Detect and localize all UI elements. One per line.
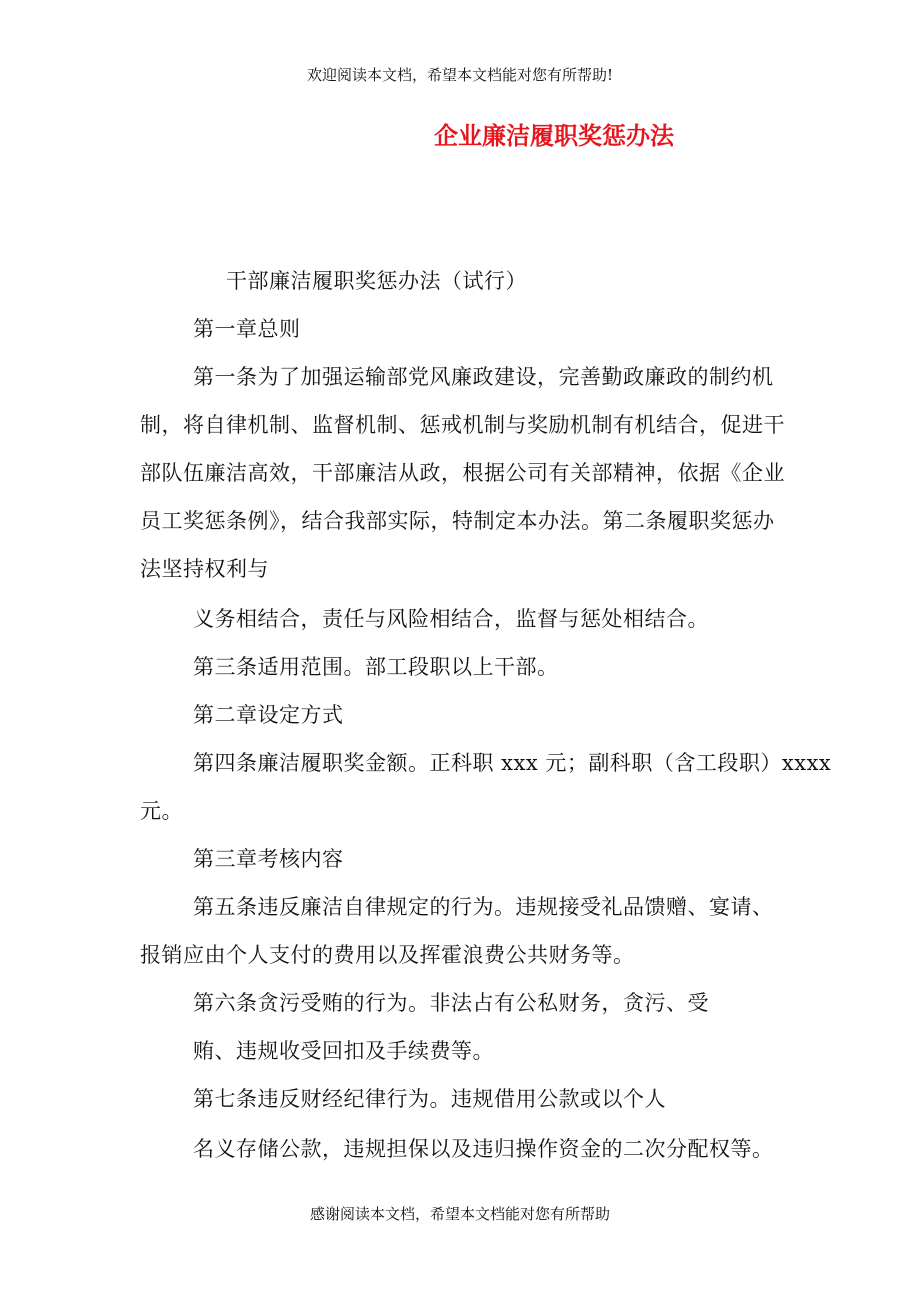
paragraph-line: 法坚持权利与 [140, 557, 269, 581]
paragraph-line: 部队伍廉洁高效，干部廉洁从政，根据公司有关部精神，依据《企业 [140, 461, 785, 485]
paragraph-line: 贿、违规收受回扣及手续费等。 [193, 1039, 494, 1063]
paragraph-line: 第四条廉洁履职奖金额。正科职 xxx 元；副科职（含工段职）xxxx [193, 751, 832, 775]
paragraph-line: 第七条违反财经纪律行为。违规借用公款或以个人 [193, 1087, 666, 1111]
chapter-heading: 第一章总则 [193, 317, 301, 341]
paragraph-line: 元。 [140, 799, 183, 823]
paragraph-line: 义务相结合，责任与风险相结合，监督与惩处相结合。 [193, 607, 709, 631]
footer-note: 感谢阅读本文档，希望本文档能对您有所帮助 [309, 1205, 610, 1223]
paragraph-line: 制，将自律机制、监督机制、惩戒机制与奖励机制有机结合，促进干 [140, 413, 785, 437]
paragraph-line: 报销应由个人支付的费用以及挥霍浪费公共财务等。 [140, 943, 635, 967]
chapter-heading: 第二章设定方式 [193, 703, 344, 727]
chapter-heading: 第三章考核内容 [193, 847, 344, 871]
paragraph-line: 名义存储公款，违规担保以及违归操作资金的二次分配权等。 [193, 1137, 774, 1161]
paragraph-line: 第五条违反廉洁自律规定的行为。违规接受礼品馈赠、宴请、 [193, 895, 774, 919]
paragraph-line: 第三条适用范围。部工段职以上干部。 [193, 655, 559, 679]
paragraph-line: 第六条贪污受贿的行为。非法占有公私财务，贪污、受 [193, 991, 709, 1015]
header-note: 欢迎阅读本文档，希望本文档能对您有所帮助! [306, 66, 614, 84]
document-subtitle: 干部廉洁履职奖惩办法（试行） [226, 269, 527, 293]
paragraph-line: 第一条为了加强运输部党风廉政建设，完善勤政廉政的制约机 [193, 365, 774, 389]
document-title: 企业廉洁履职奖惩办法 [434, 121, 674, 150]
paragraph-line: 员工奖惩条例》，结合我部实际，特制定本办法。第二条履职奖惩办 [140, 509, 775, 533]
